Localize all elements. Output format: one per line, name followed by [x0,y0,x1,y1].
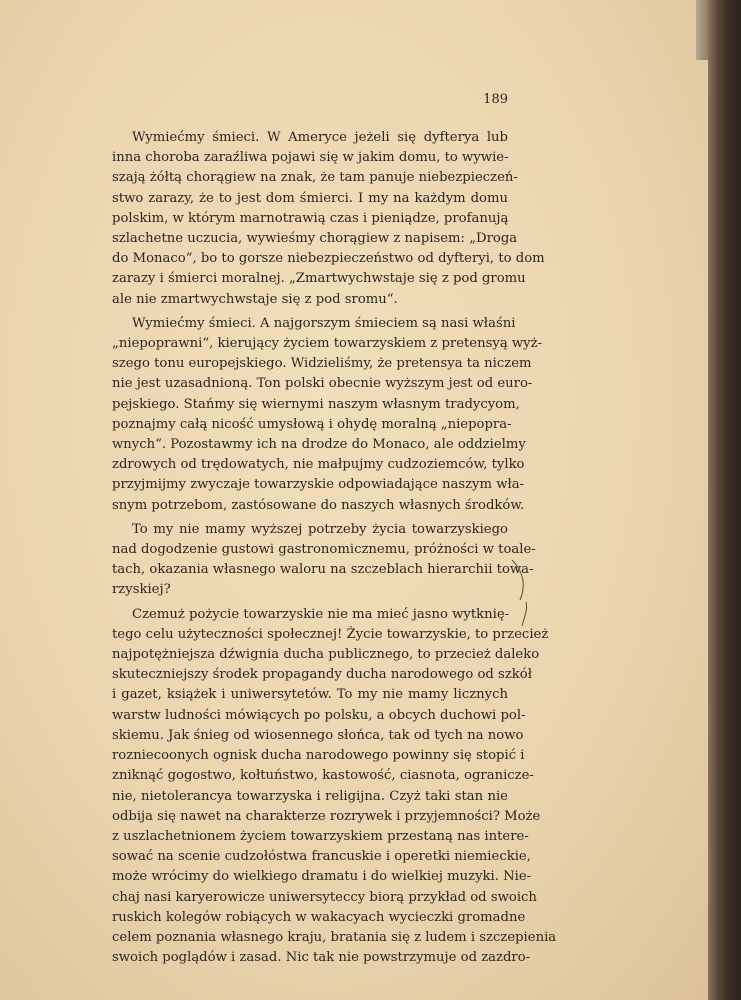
text-line: z uszlachetnionem życiem towarzyskiem przestaną nas intere- [112,828,529,844]
text-line: ruskich kolegów robiących w wakacyach wycieczki gromadne [112,909,526,925]
text-line: swoich poglądów i zasad. Nic tak nie powstrzymuje od zazdro- [112,950,531,966]
book-binding [708,0,741,1000]
text-line: przyjmijmy zwyczaje towarzyskie odpowiadające naszym wła- [112,477,525,493]
text-line: do Monaco“, bo to gorsze niebezpieczeństwo od dyfteryi, to dom [112,251,545,267]
text-line: pejskiego. Stańmy się wiernymi naszym własnym tradycyom, [112,396,520,412]
text-line: chaj nasi karyerowicze uniwersyteccy biorą przykład od swoich [112,889,537,905]
text-line: poznajmy całą nicość umysłową i ohydę moralną „niepopra- [112,416,512,432]
text-line: polskim, w którym marnotrawią czas i pieniądze, profanują [112,210,509,226]
paragraph [112,128,545,310]
text-line: skiemu. Jak śnieg od wiosennego słońca, tak od tych na nowo [112,727,524,743]
text-line: Wymiećmy śmieci. A najgorszym śmieciem są nasi właśni [132,315,516,331]
paragraph [112,605,557,969]
text-line: zniknąć gogostwo, kołtuństwo, kastowość, ciasnota, ogranicze- [112,768,534,784]
page-number: 189 [483,92,508,107]
text-line: celem poznania własnego kraju, bratania się z ludem i szczepienia [112,929,557,945]
text-line: szają żółtą chorągiew na znak, że tam panuje niebezpieczeń- [112,170,518,186]
text-line: „niepoprawni“, kierujący życiem towarzyskiem z pretensyą wyż- [112,336,543,352]
text-line: najpotężniejsza dźwignia ducha publicznego, to przecież daleko [112,647,540,663]
text-line: nie jest uzasadnioną. Ton polski obecnie wyższym jest od euro- [112,376,533,392]
text-line: snym potrzebom, zastósowane do naszych własnych środków. [112,497,525,513]
paragraph [112,520,536,601]
text-line: wnych“. Pozostawmy ich na drodze do Monaco, ale oddzielmy [112,437,526,453]
text-line: ale nie zmartwychwstaje się z pod sromu“. [112,291,398,307]
text-line: warstw ludności mówiących po polsku, a obcych duchowi pol- [112,707,526,723]
text-line: szego tonu europejskiego. Widzieliśmy, że pretensya ta niczem [112,356,532,372]
text-body [112,128,557,972]
text-line: rozniecoonych ognisk ducha narodowego powinny się stopić i [112,748,525,764]
text-line: rzyskiej? [112,582,171,598]
text-line: Czemuż pożycie towarzyskie nie ma mieć jasno wytknię- [132,606,510,622]
text-line: może wrócimy do wielkiego dramatu i do wielkiej muzyki. Nie- [112,869,532,885]
text-line: sować na scenie cudzołóstwa francuskie i operetki niemieckie, [112,849,531,865]
text-line: nad dogodzenie gustowi gastronomicznemu, próżności w toale- [112,542,536,558]
paragraph [112,314,543,516]
text-line: tach, okazania własnego waloru na szczeblach hierarchii towa- [112,562,534,578]
text-line: odbija się nawet na charakterze rozrywek i przyjemności? Może [112,808,541,824]
text-line: i gazet, książek i uniwersytetów. To my nie mamy licznych [112,687,508,703]
text-line: nie, nietolerancya towarzyska i religijna. Czyż taki stan nie [112,788,508,804]
text-line: zdrowych od trędowatych, nie małpujmy cudzoziemców, tylko [112,457,525,473]
text-line: skuteczniejszy środek propagandy ducha narodowego od szkół [112,667,532,683]
margin-bracket-mark [508,558,538,628]
text-line: inna choroba zaraźliwa pojawi się w jakim domu, to wywie- [112,150,509,166]
text-line: To my nie mamy wyższej potrzeby życia towarzyskiego [132,521,508,537]
text-line: tego celu użyteczności społecznej! Życie towarzyskie, to przecież [112,626,549,642]
text-line: Wymiećmy śmieci. W Ameryce jeżeli się dyfterya lub [132,130,508,145]
text-line: szlachetne uczucia, wywieśmy chorągiew z napisem: „Droga [112,231,518,247]
text-line: stwo zarazy, że to jest dom śmierci. I my na każdym domu [112,190,508,206]
text-line: zarazy i śmierci moralnej. „Zmartwychwstaje się z pod gromu [112,271,526,287]
